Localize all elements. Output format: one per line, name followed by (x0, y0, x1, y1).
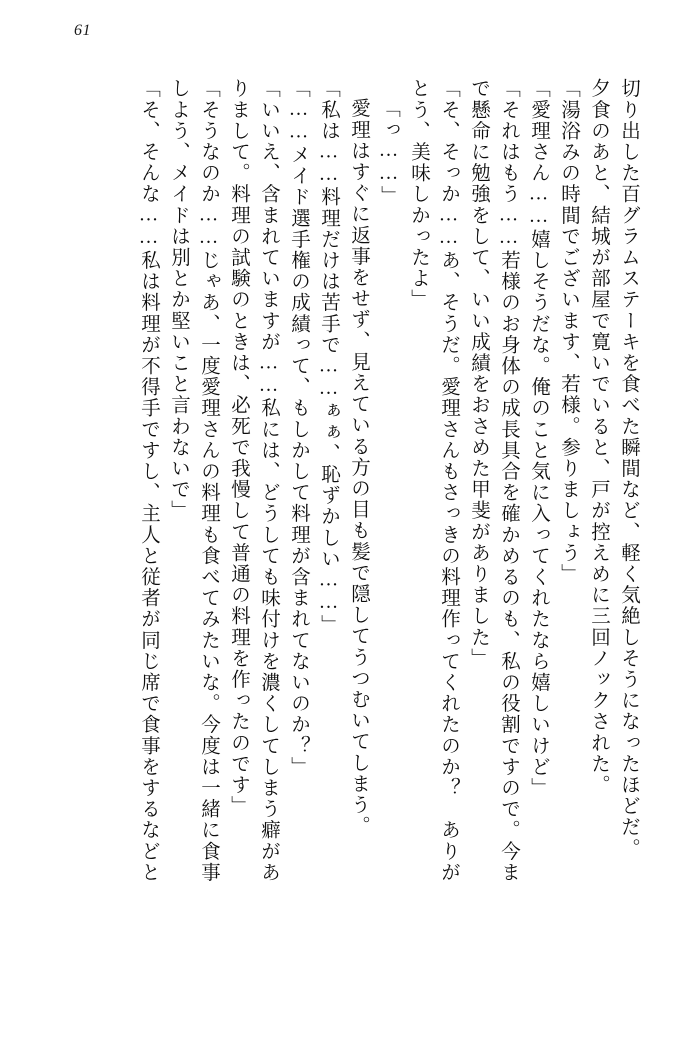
text-line: 「そうなのか……じゃあ、一度愛理さんの料理も食べてみたいな。今度は一緒に食事 (198, 78, 219, 883)
text-line: 「……メイド選手権の成績って、もしかして料理が含まれてないのか？」 (288, 78, 309, 778)
vertical-text-body (40, 78, 638, 1020)
text-line: 愛理はすぐに返事をせず、見えている方の目も髪で隠してうつむいてしまう。 (348, 98, 369, 837)
text-line: 「それはもう……若様のお身体の成長具合を確かめるのも、私の役割ですので。今ま (498, 78, 519, 883)
text-line: りまして。料理の試験のときは、必死で我慢して普通の料理を作ったのです」 (228, 78, 249, 817)
text-line: 切り出した百グラムステーキを食べた瞬間など、軽く気絶しそうになったほどだ。 (618, 78, 639, 859)
text-line: 「私は……料理だけは苦手で……ぁぁ、恥ずかしい……」 (318, 78, 339, 636)
text-line: 「っ……」 (378, 98, 399, 207)
text-line: しよう、メイドは別とか堅いこと言わないで」 (168, 78, 189, 522)
text-line: 「湯浴みの時間でございます、若様。参りましょう」 (558, 78, 579, 585)
text-line: 「愛理さん……嬉しそうだな。俺のこと気に入ってくれたなら嬉しいけど」 (528, 78, 549, 799)
text-line: 「そ、そんな……私は料理が不得手ですし、主人と従者が同じ席で食事をするなどと (138, 78, 159, 883)
text-line: 「そ、そっか……あ、そうだ。愛理さんもさっきの料理作ってくれたのか？ ありが (438, 78, 459, 883)
text-line: 夕食のあと、結城が部屋で寛いでいると、戸が控えめに三回ノックされた。 (588, 78, 609, 796)
text-line: 「いいえ、含まれていますが……私には、どうしても味付けを濃くしてしまう癖があ (258, 78, 279, 883)
page-number: 61 (74, 22, 91, 39)
text-line: とう、美味しかったよ」 (408, 78, 429, 311)
text-line: で懸命に勉強をして、いい成績をおさめた甲斐がありました」 (468, 78, 489, 669)
